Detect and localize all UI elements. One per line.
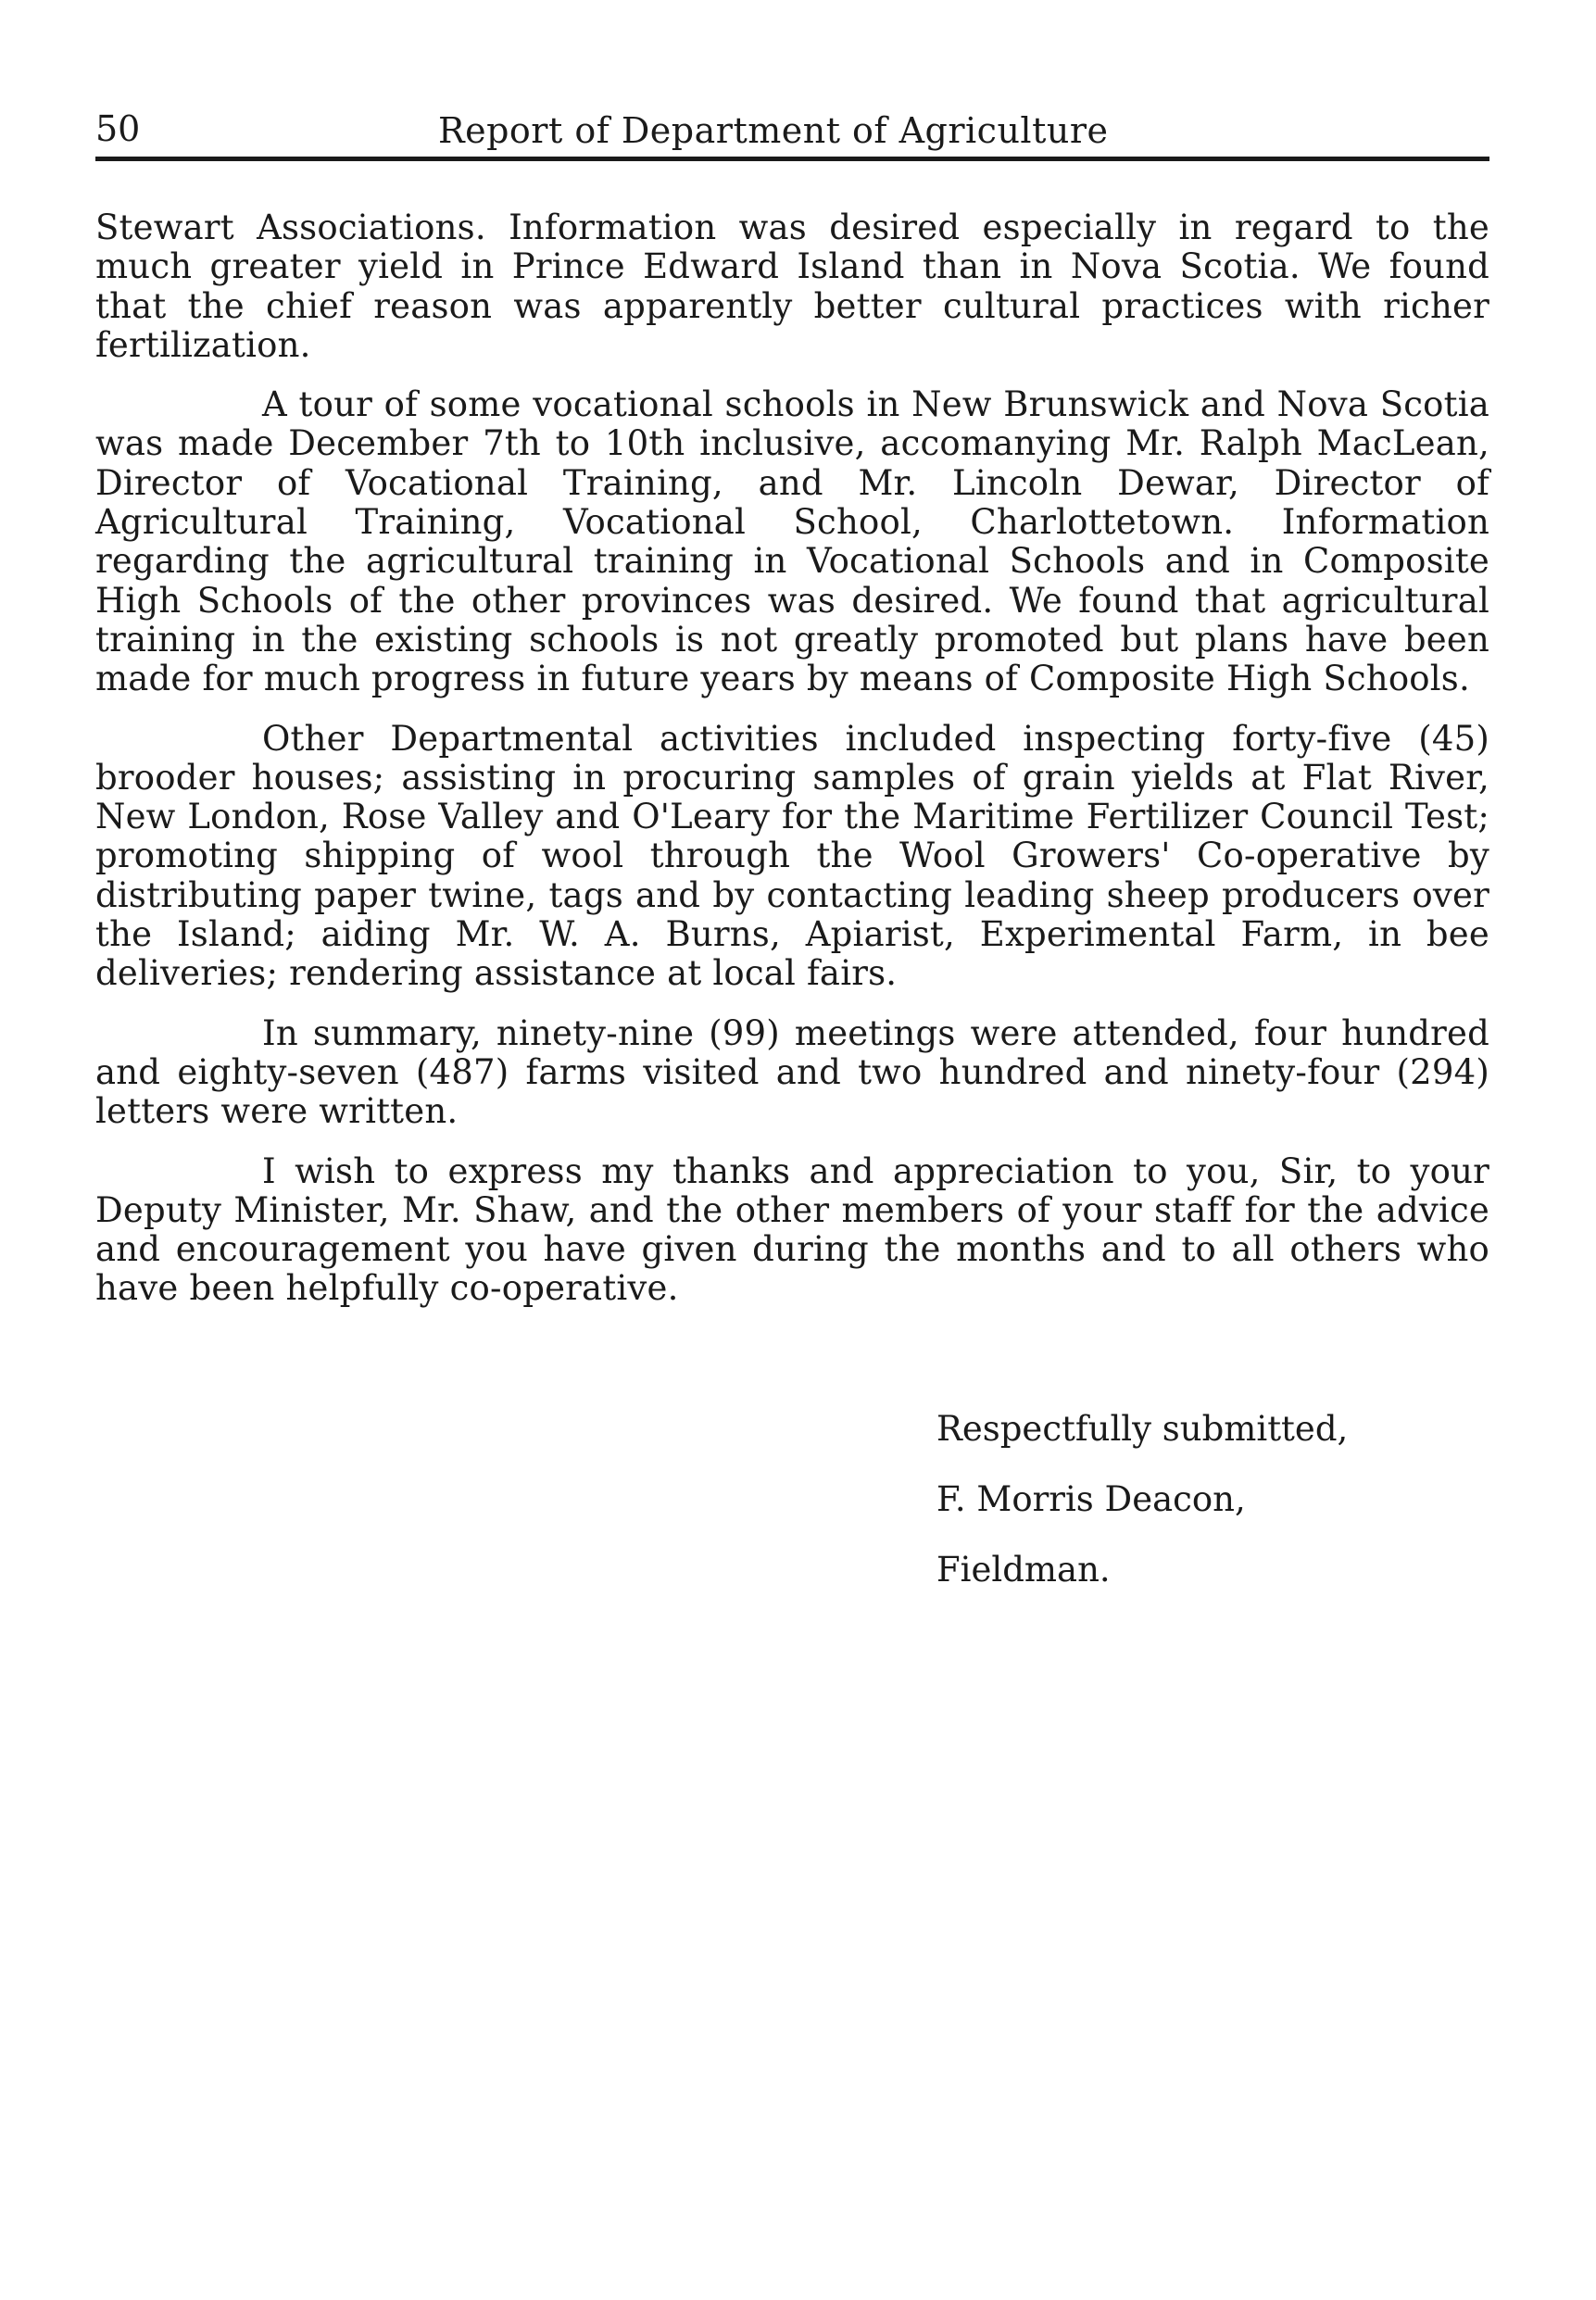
signoff-block xyxy=(936,1410,1348,1621)
signoff-name: F. Morris Deacon, xyxy=(936,1479,1246,1519)
paragraph-other-activities: Other Departmental activities included inspecting forty-five (45) brooder houses; assisting in procuring samples of grain yields at Flat River, New London, Rose Valley and O'Leary for the Maritime Fertilizer Council Test; promoting shipping of wool through the Wool Growers' Co-operative by distributing paper twine, tags and by contacting leading sheep producers over the Island; aiding Mr. W. A. Burns, Apiarist, Experimental Farm, in bee deliveries; rendering assistance at local fairs. xyxy=(95,718,1489,994)
running-title: Report of Department of Agriculture xyxy=(438,110,1109,151)
paragraph-thanks: I wish to express my thanks and appreciation to you, Sir, to your Deputy Minister, Mr. Shaw, and the other members of your staff for the advice and encouragement you have given during the months and to all others who have been helpfully co-operative. xyxy=(95,1150,1489,1309)
body-text xyxy=(95,208,1489,1329)
paragraph-summary: In summary, ninety-nine (99) meetings were attended, four hundred and eighty-seven (487) farms visited and two hundred and ninety-four (294) letters were written. xyxy=(95,1012,1489,1132)
signoff-closing: Respectfully submitted, xyxy=(936,1409,1349,1449)
paragraph-continuation: Stewart Associations. Information was desired especially in regard to the much greater yield in Prince Edward Island than in Nova Scotia. We found that the chief reason was apparently better cultural practices with richer fertilization. xyxy=(95,207,1489,365)
header-rule xyxy=(95,157,1489,161)
signoff-title: Fieldman. xyxy=(936,1550,1111,1590)
page-number: 50 xyxy=(95,108,141,149)
paragraph-vocational-tour: A tour of some vocational schools in New Brunswick and Nova Scotia was made December 7th to 10th inclusive, accomanying Mr. Ralph MacLean, Director of Vocational Training, and Mr. Lincoln Dewar, Director of Agricultural Training, Vocational School, Charlottetown. Information regarding the agricultural training in Vocational Schools and in Composite High Schools of the other provinces was desired. We found that agricultural training in the existing schools is not greatly promoted but plans have been made for much progress in future years by means of Composite High Schools. xyxy=(95,384,1489,699)
page-header xyxy=(95,104,1489,159)
